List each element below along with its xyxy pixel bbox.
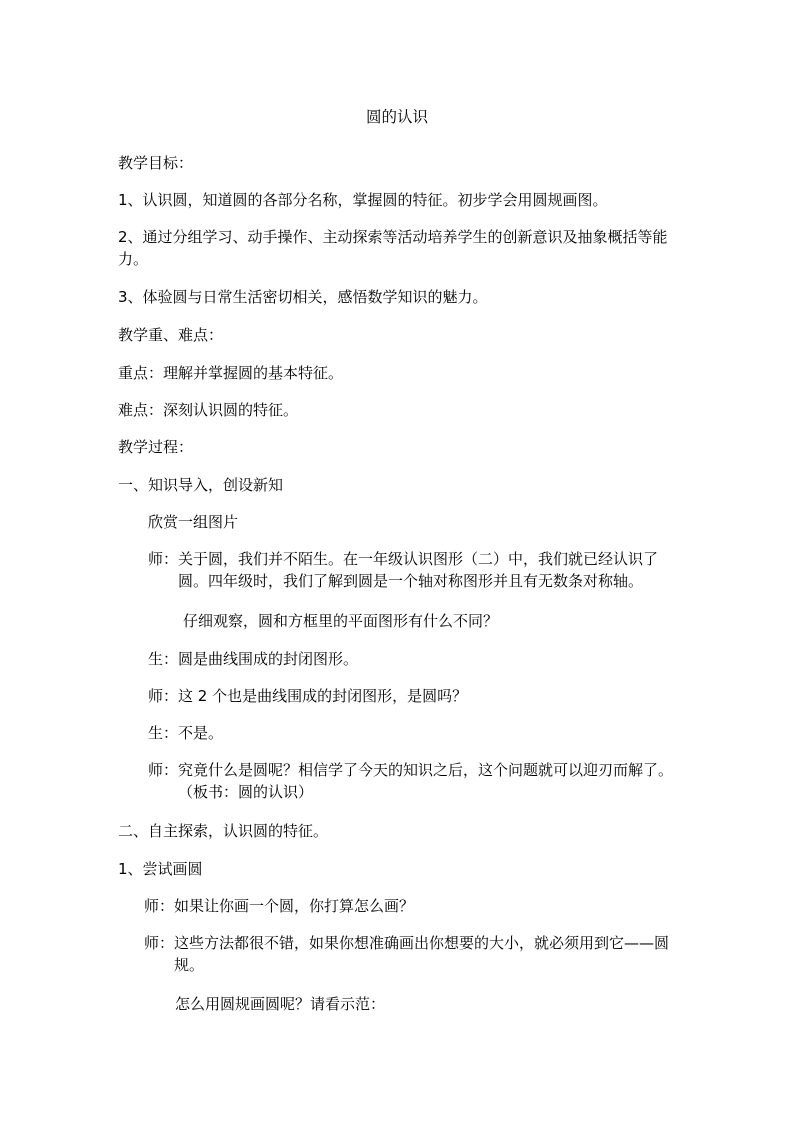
dialogue-text: 关于圆，我们并不陌生。在一年级认识图形（二）中，我们就已经认识了圆。四年级时，我们了解到圆是一个轴对称图形并且有无数条对称轴。	[178, 550, 659, 590]
enjoy-pictures: 欣赏一组图片	[148, 513, 239, 531]
teacher-line-1	[148, 548, 678, 592]
goal-1: 1、认识圆，知道圆的各部分名称，掌握圆的特征。初步学会用圆规画图。	[118, 191, 608, 209]
speaker-label: 师：	[148, 761, 179, 779]
student-line-2: 生：不是。	[148, 724, 224, 742]
student-line-1: 生：圆是曲线围成的封闭图形。	[148, 650, 359, 668]
speaker-label: 师：	[148, 550, 179, 568]
goals-heading: 教学目标：	[118, 154, 194, 172]
subsection-1-heading: 1、尝试画圆	[118, 860, 203, 878]
observe-question: 仔细观察，圆和方框里的平面图形有什么不同？	[183, 612, 499, 630]
goal-3: 3、体验圆与日常生活密切相关，感悟数学知识的魅力。	[118, 288, 488, 306]
difficulty-point: 难点：深刻认识圆的特征。	[118, 401, 299, 419]
section-1-heading: 一、知识导入，创设新知	[118, 476, 284, 494]
key-point: 重点：理解并掌握圆的基本特征。	[118, 364, 344, 382]
dialogue-text: 这些方法都很不错，如果你想准确画出你想要的大小，就必须用到它——圆规。	[174, 934, 670, 974]
teacher-line-5	[144, 932, 678, 976]
teacher-line-3	[148, 759, 678, 803]
key-points-heading: 教学重、难点：	[118, 326, 224, 344]
section-2-heading: 二、自主探索，认识圆的特征。	[118, 822, 329, 840]
how-to-draw-question: 怎么用圆规画圆呢？请看示范：	[175, 995, 386, 1013]
speaker-label: 师：	[144, 934, 175, 952]
goal-2: 2、通过分组学习、动手操作、主动探索等活动培养学生的创新意识及抽象概括等能力。	[118, 228, 668, 268]
teacher-line-4: 师：如果让你画一个圆，你打算怎么画？	[144, 897, 415, 915]
teacher-line-2: 师：这 2 个也是曲线围成的封闭图形，是圆吗？	[148, 687, 468, 705]
process-heading: 教学过程：	[118, 438, 194, 456]
dialogue-text: 究竟什么是圆呢？相信学了今天的知识之后，这个问题就可以迎刃而解了。（板书：圆的认识）	[178, 761, 674, 801]
document-title: 圆的认识	[365, 108, 428, 126]
